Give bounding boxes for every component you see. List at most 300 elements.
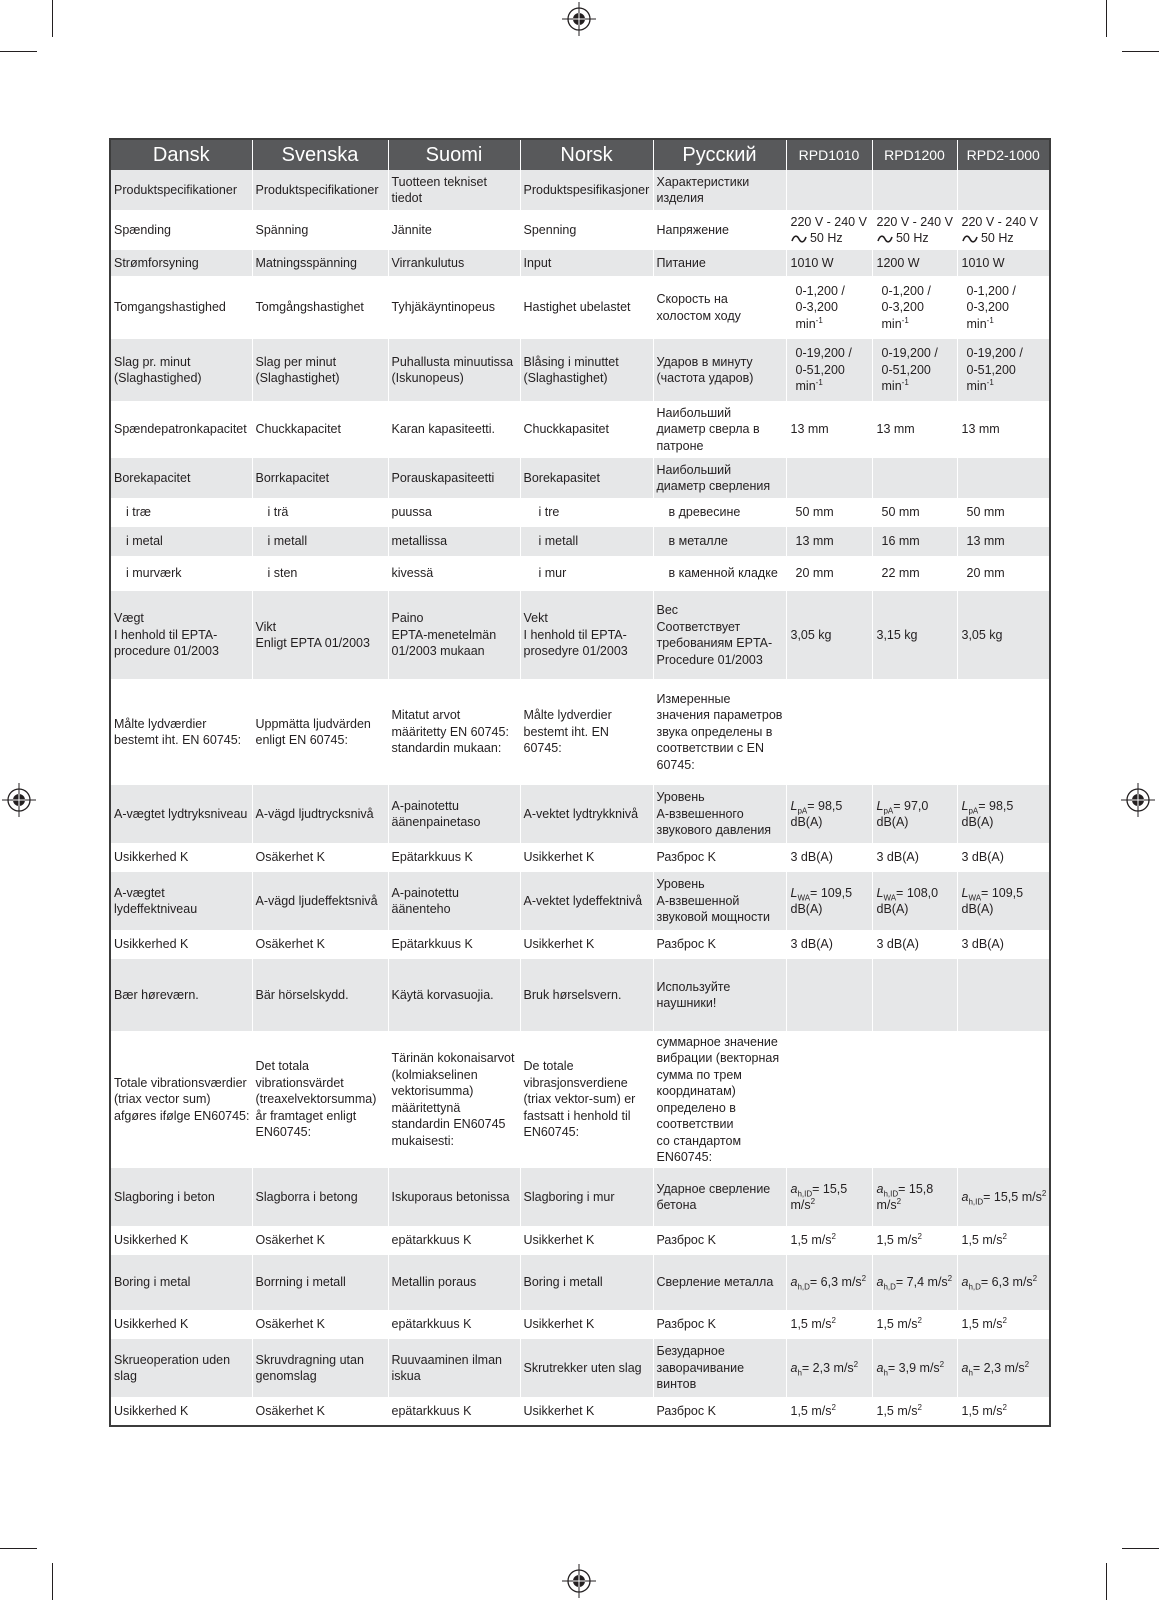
value-symbol-subscript: h,D [797,1282,810,1292]
value-text: 0-1,200 / 0-3,200 [881,283,931,315]
value-symbol: a [876,1181,884,1196]
value-unit: min [881,379,902,394]
table-row [110,1031,1050,1168]
value-unit: min [966,379,987,394]
header-lang-norsk: Norsk [520,139,653,170]
value-symbol: a [961,1189,969,1204]
table-cell: Usikkerhed K [110,1310,252,1339]
table-cell: Tärinän kokonaisarvot (kolmiakselinen vektorisumma) määritettynä standardin EN60745 mukaisesti: [388,1031,520,1168]
value-text: 220 V - 240 V [961,214,1038,229]
table-cell: суммарное значение вибрации (векторная сумма по трем координатам) определено в соответствии со стандартом EN60745: [653,1031,786,1168]
value-text: = 15,5 m/s [983,1189,1042,1204]
table-cell [786,1310,872,1339]
table-cell: Spenning [520,210,653,250]
crop-mark-bottom-left-horizontal [0,1548,37,1549]
value-exponent: 2 [1002,1232,1007,1242]
table-cell: в древесине [653,498,786,527]
value-text: = 97,0 dB(A) [876,798,929,829]
table-cell: Osäkerhet K [252,1397,388,1426]
value-symbol-subscript: h [797,1368,802,1378]
table-cell: Epätarkkuus K [388,930,520,959]
table-cell: 13 mm [872,401,957,458]
table-cell: Безударное заворачивание винтов [653,1339,786,1397]
table-cell: Borrkapacitet [252,458,388,498]
table-cell [786,339,872,401]
table-cell: Slag pr. minut (Slaghastighed) [110,339,252,401]
header-lang-russian: Русский [653,139,786,170]
value-exponent: 2 [896,1196,902,1206]
header-model-rpd1200: RPD1200 [872,139,957,170]
table-cell [872,1226,957,1255]
table-row [110,276,1050,339]
table-row [110,1339,1050,1397]
table-cell [786,1339,872,1397]
table-row [110,250,1050,276]
table-cell: i trä [252,498,388,527]
value-text: 1,5 m/s [961,1317,1003,1332]
value-text: 1,5 m/s [790,1233,832,1248]
table-cell: Chuckkapasitet [520,401,653,458]
table-cell: Наибольший диаметр сверления [653,458,786,498]
value-text: = 2,3 m/s [972,1360,1025,1375]
table-cell: i træ [110,498,252,527]
table-cell: Det totala vibrationsvärdet (treaxelvektorsumma) år framtaget enligt EN60745: [252,1031,388,1168]
value-symbol: a [876,1360,884,1375]
table-cell [786,276,872,339]
table-cell: 13 mm [957,527,1050,556]
table-cell: Hastighet ubelastet [520,276,653,339]
table-cell [786,679,872,785]
value-text: = 109,5 dB(A) [961,885,1024,916]
table-cell: Usikkerhed K [110,1226,252,1255]
value-text: 220 V - 240 V [876,214,953,229]
table-cell [786,170,872,210]
table-cell: Vikt Enligt EPTA 01/2003 [252,591,388,679]
value-text: 1,5 m/s [961,1233,1003,1248]
table-cell: 3 dB(A) [786,930,872,959]
value-unit-exponent: -1 [901,378,909,388]
value-symbol-subscript: h,ID [883,1189,899,1198]
table-cell: Tyhjäkäyntinopeus [388,276,520,339]
registration-mark-icon [562,2,596,36]
table-cell: Spændepatronkapacitet [110,401,252,458]
table-cell: i metal [110,527,252,556]
table-cell [957,1226,1050,1255]
table-cell: 22 mm [872,556,957,591]
table-cell [957,1310,1050,1339]
table-cell [872,276,957,339]
value-exponent: 2 [1002,1402,1007,1412]
table-cell: Boring i metall [520,1255,653,1310]
value-text: 1,5 m/s [961,1403,1003,1418]
specification-table [109,138,1051,1427]
table-cell: A-vægtet lydtryksniveau [110,785,252,843]
table-cell: Karan kapasiteetti. [388,401,520,458]
table-cell: Käytä korvasuojia. [388,959,520,1031]
table-cell [957,959,1050,1031]
value-exponent: 2 [853,1359,859,1369]
table-cell [957,679,1050,785]
table-cell [957,170,1050,210]
table-cell: Mitatut arvot määritetty EN 60745: standardin mukaan: [388,679,520,785]
table-row [110,1310,1050,1339]
registration-mark-icon [1121,783,1155,817]
table-cell: A-vägd ljudtrycksnivå [252,785,388,843]
table-cell: Metallin poraus [388,1255,520,1310]
table-cell [957,1339,1050,1397]
table-cell [786,959,872,1031]
table-cell [957,872,1050,930]
table-cell: Используйте наушники! [653,959,786,1031]
table-cell: Skruvdragning utan genomslag [252,1339,388,1397]
table-row [110,210,1050,250]
value-unit-exponent: -1 [815,378,823,388]
value-text: = 98,5 dB(A) [790,798,843,829]
header-model-rpd1010: RPD1010 [786,139,872,170]
table-cell: Produktspecifikationer [252,170,388,210]
table-cell: Tomgangshastighed [110,276,252,339]
table-cell [872,1168,957,1226]
table-cell [872,872,957,930]
value-text: = 109,5 dB(A) [790,885,853,916]
table-cell: Borrning i metall [252,1255,388,1310]
crop-mark-top-left-horizontal [0,51,37,52]
table-cell: 1010 W [786,250,872,276]
table-cell [872,1031,957,1168]
table-cell: Slagboring i mur [520,1168,653,1226]
crop-mark-bottom-left-vertical [52,1563,53,1600]
table-cell: Produktspesifikasjoner [520,170,653,210]
crop-mark-top-left-vertical [52,0,53,37]
value-exponent: 2 [861,1274,867,1284]
value-symbol-subscript: pA [797,806,808,815]
table-cell [872,210,957,250]
table-cell: Totale vibrationsværdier (triax vector sum) afgøres ifølge EN60745: [110,1031,252,1168]
table-cell [957,339,1050,401]
table-cell: Vægt I henhold til EPTA- procedure 01/2003 [110,591,252,679]
table-cell: Porauskapasiteetti [388,458,520,498]
value-text: 0-19,200 / 0-51,200 [881,346,938,377]
table-cell: Slag per minut (Slaghastighet) [252,339,388,401]
value-symbol-subscript: h [968,1368,973,1378]
table-cell: Tuotteen tekniset tiedot [388,170,520,210]
table-cell: Borekapacitet [110,458,252,498]
table-cell [786,1168,872,1226]
ac-current-icon [877,234,893,244]
table-cell: 1200 W [872,250,957,276]
header-model-rpd2-1000: RPD2-1000 [957,139,1050,170]
table-cell [786,1226,872,1255]
value-text: 1,5 m/s [876,1317,918,1332]
table-cell [872,458,957,498]
table-cell: Boring i metal [110,1255,252,1310]
value-exponent: 2 [1032,1274,1038,1284]
table-row [110,170,1050,210]
table-cell: Uppmätta ljudvärden enligt EN 60745: [252,679,388,785]
value-symbol-subscript: h,D [968,1282,981,1292]
table-cell [872,785,957,843]
table-cell [786,1255,872,1310]
table-cell: Puhallusta minuutissa (Iskunopeus) [388,339,520,401]
value-exponent: 2 [947,1274,953,1284]
value-text: = 98,5 dB(A) [961,798,1014,829]
table-cell: 3 dB(A) [872,843,957,872]
table-cell: Usikkerhed K [110,843,252,872]
table-cell: 3,15 kg [872,591,957,679]
table-cell: Разброс K [653,1310,786,1339]
crop-mark-bottom-right-horizontal [1122,1548,1159,1549]
table-cell: 20 mm [786,556,872,591]
table-cell: в каменной кладке [653,556,786,591]
frequency-text: 50 Hz [892,231,929,245]
table-cell: A-painotettu äänenteho [388,872,520,930]
table-row [110,458,1050,498]
table-row [110,556,1050,591]
table-cell: Osäkerhet K [252,1226,388,1255]
table-cell: 50 mm [786,498,872,527]
value-text: 0-19,200 / 0-51,200 [966,346,1023,377]
table-cell [957,1255,1050,1310]
table-cell: De totale vibrasjonsverdiene (triax vektor-sum) er fastsatt i henhold til EN60745: [520,1031,653,1168]
table-cell [786,1397,872,1426]
table-cell: Ruuvaaminen ilman iskua [388,1339,520,1397]
table-cell: Målte lydverdier bestemt iht. EN 60745: [520,679,653,785]
table-cell: epätarkkuus K [388,1310,520,1339]
table-cell: 3 dB(A) [957,930,1050,959]
table-cell: i metall [520,527,653,556]
table-cell: Strømforsyning [110,250,252,276]
table-cell: i tre [520,498,653,527]
table-cell: Питание [653,250,786,276]
table-cell [872,1397,957,1426]
table-row [110,527,1050,556]
value-exponent: 2 [831,1232,836,1242]
value-exponent: 2 [917,1316,922,1326]
value-text: 220 V - 240 V [790,214,867,229]
table-cell: A-vägd ljudeffektsnivå [252,872,388,930]
value-symbol-subscript: WA [797,893,811,902]
table-cell [957,276,1050,339]
table-cell: Напряжение [653,210,786,250]
table-cell: Характеристики изделия [653,170,786,210]
value-text: 0-19,200 / 0-51,200 [795,346,852,377]
value-text: 1,5 m/s [876,1403,918,1418]
value-symbol-subscript: WA [883,893,897,902]
table-cell [957,1031,1050,1168]
value-text: = 15,5 m/s [790,1181,848,1212]
table-cell: 50 mm [957,498,1050,527]
table-cell: Разброс K [653,843,786,872]
table-cell: Virrankulutus [388,250,520,276]
table-row [110,959,1050,1031]
table-cell [957,210,1050,250]
table-row [110,1255,1050,1310]
table-cell: Вес Соответствует требованиям EPTA- Procedure 01/2003 [653,591,786,679]
value-symbol: L [961,798,969,813]
table-cell [872,339,957,401]
table-header-row [110,139,1050,170]
table-body [110,170,1050,1426]
table-cell: Bär hörselskydd. [252,959,388,1031]
table-row [110,401,1050,458]
table-cell: 3 dB(A) [872,930,957,959]
value-text: = 6,3 m/s [980,1275,1033,1290]
table-cell: metallissa [388,527,520,556]
value-exponent: 2 [917,1402,922,1412]
table-cell: 3 dB(A) [786,843,872,872]
table-cell: 20 mm [957,556,1050,591]
table-cell: Iskuporaus betonissa [388,1168,520,1226]
value-text: = 6,3 m/s [809,1275,862,1290]
table-row [110,1226,1050,1255]
table-cell: 3,05 kg [786,591,872,679]
table-cell: Tomgångshastighet [252,276,388,339]
table-row [110,872,1050,930]
value-symbol: L [876,885,884,900]
table-row [110,930,1050,959]
table-row [110,843,1050,872]
value-text: = 7,4 m/s [895,1275,948,1290]
value-unit-exponent: -1 [815,315,823,325]
value-exponent: 2 [939,1359,945,1369]
table-cell [957,1397,1050,1426]
table-row [110,1397,1050,1426]
table-cell: 3,05 kg [957,591,1050,679]
table-row [110,785,1050,843]
registration-mark-icon [2,783,36,817]
value-exponent: 2 [1002,1316,1007,1326]
value-text: 1,5 m/s [876,1233,918,1248]
table-cell: Spänning [252,210,388,250]
table-cell [786,785,872,843]
table-cell [872,679,957,785]
table-cell: Slagborra i betong [252,1168,388,1226]
table-cell: Produktspecifikationer [110,170,252,210]
value-unit: min [795,316,816,331]
value-symbol: a [790,1275,798,1290]
table-cell: i metall [252,527,388,556]
value-text: = 108,0 dB(A) [876,885,939,916]
registration-mark-icon [562,1564,596,1598]
table-cell: epätarkkuus K [388,1397,520,1426]
frequency-text: 50 Hz [806,231,843,245]
table-cell: Chuckkapacitet [252,401,388,458]
value-text: = 15,8 m/s [876,1181,934,1212]
table-cell [786,458,872,498]
table-cell: Slagboring i beton [110,1168,252,1226]
table-cell: Matningsspänning [252,250,388,276]
table-cell: в металле [653,527,786,556]
value-unit: min [795,379,816,394]
value-unit: min [966,316,987,331]
value-symbol-subscript: pA [968,806,979,815]
table-cell [872,1310,957,1339]
table-cell: Usikkerhet K [520,843,653,872]
crop-mark-bottom-right-vertical [1106,1563,1107,1600]
table-row [110,591,1050,679]
table-row [110,1168,1050,1226]
value-text: 0-1,200 / 0-3,200 [795,283,845,315]
table-cell: Разброс K [653,1226,786,1255]
table-cell: Blåsing i minuttet (Slaghastighet) [520,339,653,401]
table-cell: Skrueoperation uden slag [110,1339,252,1397]
value-symbol: a [961,1360,969,1375]
table-row [110,498,1050,527]
table-cell: A-painotettu äänenpainetaso [388,785,520,843]
value-exponent: 2 [1041,1188,1047,1198]
value-symbol: L [961,885,969,900]
table-cell: i sten [252,556,388,591]
table-cell: Usikkerhet K [520,1397,653,1426]
table-cell [872,1255,957,1310]
value-symbol: L [790,798,798,813]
table-cell [872,1339,957,1397]
table-cell: Osäkerhet K [252,930,388,959]
table-cell: Input [520,250,653,276]
table-cell: 50 mm [872,498,957,527]
table-cell [957,785,1050,843]
table-cell [957,458,1050,498]
value-exponent: 2 [831,1402,836,1412]
table-cell: 13 mm [786,527,872,556]
value-text: 1,5 m/s [790,1317,832,1332]
header-lang-dansk: Dansk [110,139,252,170]
table-cell: Skrutrekker uten slag [520,1339,653,1397]
header-lang-suomi: Suomi [388,139,520,170]
value-symbol: a [790,1181,798,1196]
table-cell: epätarkkuus K [388,1226,520,1255]
value-symbol-subscript: h,ID [968,1197,984,1207]
value-symbol-subscript: h,D [883,1282,896,1292]
table-cell: Bruk hørselsvern. [520,959,653,1031]
value-symbol-subscript: h [883,1368,888,1378]
table-cell: A-vektet lydeffektnivå [520,872,653,930]
table-cell: Usikkerhet K [520,1226,653,1255]
table-cell: Epätarkkuus K [388,843,520,872]
value-text: = 3,9 m/s [887,1360,940,1375]
table-cell: Сверление металла [653,1255,786,1310]
table-row [110,679,1050,785]
value-exponent: 2 [810,1196,816,1206]
table-cell: Измеренные значения параметров звука определены в соответствии с EN 60745: [653,679,786,785]
value-symbol: a [876,1275,884,1290]
table-cell: i mur [520,556,653,591]
value-symbol: L [876,798,884,813]
table-cell: Уровень A-взвешенного звукового давления [653,785,786,843]
crop-mark-top-right-horizontal [1122,51,1159,52]
table-cell: 13 mm [957,401,1050,458]
table-cell: Målte lydværdier bestemt iht. EN 60745: [110,679,252,785]
value-exponent: 2 [917,1232,922,1242]
table-row [110,339,1050,401]
table-cell: A-vektet lydtrykknivå [520,785,653,843]
table-cell [786,872,872,930]
value-exponent: 2 [831,1316,836,1326]
table-cell: 13 mm [786,401,872,458]
value-symbol-subscript: h,ID [797,1189,813,1198]
table-cell [786,210,872,250]
value-symbol: a [790,1360,798,1375]
value-symbol: a [961,1275,969,1290]
table-cell: Разброс K [653,1397,786,1426]
header-lang-svenska: Svenska [252,139,388,170]
table-cell: Ударов в минуту (частота ударов) [653,339,786,401]
table-cell: Osäkerhet K [252,1310,388,1339]
table-cell: 1010 W [957,250,1050,276]
table-cell: Vekt I henhold til EPTA- prosedyre 01/2003 [520,591,653,679]
table-cell: Наибольший диаметр сверла в патроне [653,401,786,458]
table-cell [957,1168,1050,1226]
